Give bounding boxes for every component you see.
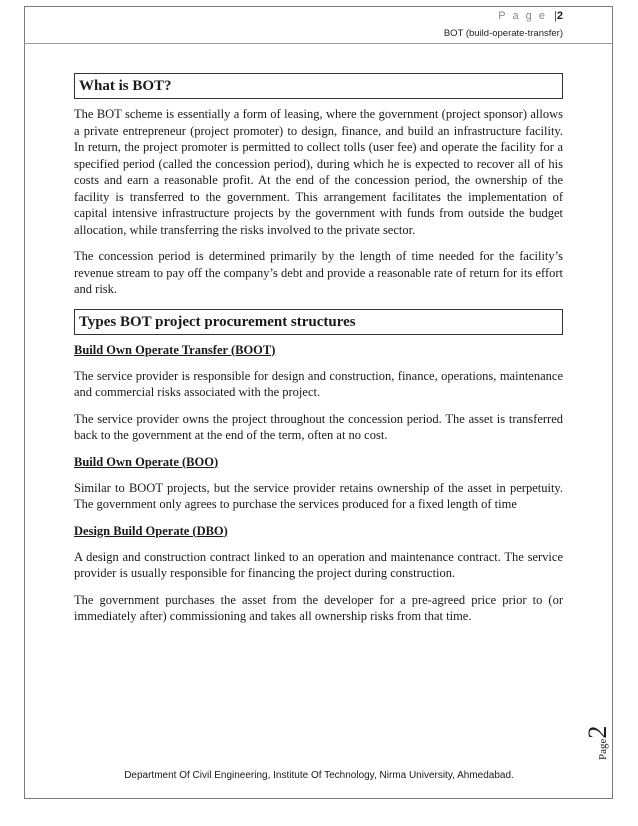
paragraph-dbo-2: The government purchases the asset from the developer for a pre-agreed price prior to (or immediately after) commissioning and takes all ownership risks from that time. xyxy=(74,592,563,623)
page-separator: | xyxy=(554,10,557,22)
section-title-what-is-bot: What is BOT? xyxy=(74,73,563,99)
header-divider xyxy=(24,43,613,44)
paragraph-dbo-1: A design and construction contract linked to an operation and maintenance contract. The service provider is usually responsible for financing the project during construction. xyxy=(74,549,563,580)
paragraph-boot-1: The service provider is responsible for design and construction, finance, operations, maintenance and commercial risks associated with the project. xyxy=(74,368,563,399)
paragraph-boot-2: The service provider owns the project throughout the concession period. The asset is transferred back to the government at the end of the term, often at no cost. xyxy=(74,411,563,442)
page-number-line xyxy=(444,10,563,23)
page-header xyxy=(444,10,563,40)
subheading-boot: Build Own Operate Transfer (BOOT) xyxy=(74,342,276,357)
subheading-dbo: Design Build Operate (DBO) xyxy=(74,523,228,538)
subheading-boo: Build Own Operate (BOO) xyxy=(74,454,219,469)
header-subtitle: BOT (build-operate-transfer) xyxy=(443,28,563,39)
page-number: 2 xyxy=(556,10,563,22)
page-footer: Department Of Civil Engineering, Institute Of Technology, Nirma University, Ahmedabad. xyxy=(124,770,514,781)
paragraph-boo-1: Similar to BOOT projects, but the service provider retains ownership of the asset in perpetuity. The government only agrees to purchase the services produced for a fixed length of time xyxy=(74,480,563,511)
side-page-label: Page xyxy=(597,738,609,760)
paragraph-concession-period: The concession period is determined primarily by the length of time needed for the facility’s revenue stream to pay off the company’s debt and provide a reasonable rate of return for its effort and risk. xyxy=(74,249,563,296)
page-word: P a g e xyxy=(498,10,547,22)
side-page-number: 2 xyxy=(583,725,612,739)
paragraph-bot-definition: The BOT scheme is essentially a form of leasing, where the government (project sponsor) allows a private entrepreneur (project promoter) to design, finance, and build an infrastructure facility. In return, the project promoter is permitted to collect tolls (user fee) and operate the facility for a specified period (called the concession period), during which he is expected to recover all of his costs and earn a reasonable profit. At the end of the concession period, the ownership of the facility is transferred to the government. This arrangement facilitates the implementation of capital intensive infrastructure projects by the government with funds from outside the budget allocation, while transferring the risks involved to the private sector. xyxy=(74,107,563,237)
section-title-types: Types BOT project procurement structures xyxy=(74,309,563,335)
side-page-marker xyxy=(585,700,625,760)
document-body xyxy=(74,73,563,635)
